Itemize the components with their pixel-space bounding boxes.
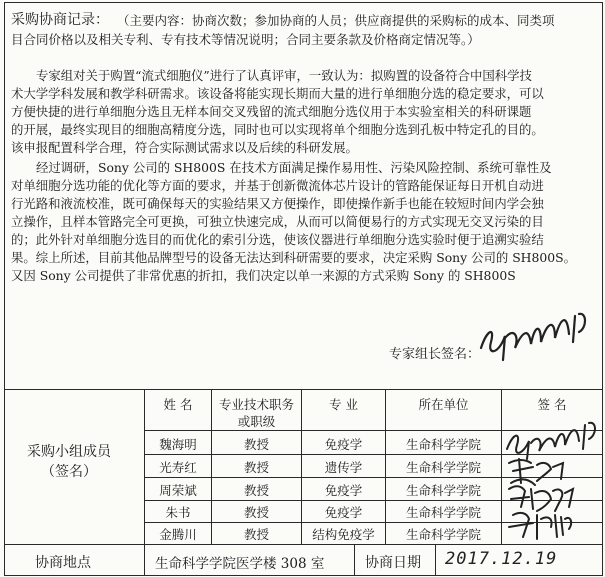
header-name: 姓 名 — [163, 397, 193, 412]
paragraph1-line: 的开展，最终实现目的细胞高精度分选，同时也可以实现将单个细胞分选到孔板中特定孔的目的。 — [11, 122, 544, 137]
paragraph1-line: 术大学学科发展和教学科研需求。该设备将能实现长期而大量的进行单细胞分选的稳定要求，可以 — [11, 86, 544, 101]
divider — [5, 544, 602, 545]
leader-signature-label: 专家组长签名： — [389, 347, 481, 362]
member-signatures-icon — [503, 419, 602, 543]
location-label: 协商地点 — [35, 555, 91, 571]
paragraph2-line: 的；此外针对单细胞分选目的而优化的索引分选，使该仪器进行单细胞分选实验时便于追溯实验结 — [11, 232, 544, 247]
paragraph1-line: 方便快捷的进行单细胞分选且无样本间交叉残留的流式细胞分选仪用于本实验室相关的科研课题 — [11, 104, 532, 119]
leader-signature-icon — [475, 308, 595, 368]
paragraph2-line: 果。综上所述，目前其他品牌型号的设备无法达到科研需要的要求，决定采购 Sony 公司的 SH800S。 — [11, 250, 577, 265]
header-title-line2: 或职级 — [237, 414, 276, 429]
paragraph2-line: 对单细胞分选功能的优化等方面的要求，并基于创新微流体芯片设计的管路能保证每日开机自动进 — [11, 178, 544, 193]
member-name: 光寿红 — [159, 460, 197, 475]
member-name: 周荣斌 — [159, 483, 197, 498]
record-note-line1: （主要内容：协商次数；参加协商的人员；供应商提供的采购标的成本、同类项 — [117, 13, 555, 28]
location-value: 生命科学学院医学楼 308 室 — [155, 556, 325, 572]
member-unit: 生命科学学院 — [405, 483, 481, 498]
member-name: 魏海明 — [159, 437, 197, 452]
date-value: 2017.12.19 — [445, 549, 558, 569]
member-unit: 生命科学学院 — [405, 437, 481, 452]
header-major: 专 业 — [329, 397, 358, 412]
member-title: 教授 — [243, 437, 269, 452]
member-major: 免疫学 — [324, 437, 363, 452]
paragraph2-line: 又因 Sony 公司提供了非常优惠的折扣，我们决定以单一来源的方式采购 Sony 的 SH800S — [11, 268, 516, 283]
record-label: 采购协商记录： — [11, 12, 109, 28]
member-major: 免疫学 — [324, 483, 363, 498]
group-label-line2: （签名） — [41, 464, 97, 480]
member-major: 免疫学 — [324, 505, 363, 520]
member-title: 教授 — [243, 527, 269, 542]
record-note-line2: 目合同价格以及相关专利、专有技术等情况说明；合同主要条款及价格商定情况等。） — [11, 32, 480, 47]
divider — [435, 544, 436, 575]
paragraph2-line: 行光路和液流校准，既可确保每天的实验结果又方便操作，即使操作新手也能在较短时间内学会独 — [11, 196, 544, 211]
member-unit: 生命科学学院 — [405, 460, 481, 475]
header-title-line1: 专业技术职务 — [218, 397, 294, 412]
paragraph2-line: 经过调研，Sony 公司的 SH800S 在技术方面满足操作易用性、污染风险控制、系统可靠性及 — [36, 160, 552, 175]
paragraph1-line: 专家组对关于购置“流式细胞仪”进行了认真评审，一致认为：拟购置的设备符合中国科学技 — [36, 68, 532, 83]
document-frame — [4, 2, 603, 576]
paragraph2-line: 立操作，且样本管路完全可更换，可独立快速完成，从而可以简便易行的方式实现无交叉污染的目 — [11, 214, 544, 229]
member-name: 朱书 — [165, 505, 191, 520]
member-major: 结构免疫学 — [312, 527, 375, 542]
date-label: 协商日期 — [365, 555, 421, 571]
member-title: 教授 — [243, 483, 269, 498]
member-unit: 生命科学学院 — [405, 527, 481, 542]
member-major: 遗传学 — [324, 460, 363, 475]
paragraph1-line: 该申报配置科学合理，符合实际测试需求以及后续的科研发展。 — [11, 140, 358, 155]
member-title: 教授 — [243, 460, 269, 475]
member-unit: 生命科学学院 — [405, 505, 481, 520]
group-label-line1: 采购小组成员 — [27, 444, 111, 460]
divider — [354, 544, 355, 575]
header-signature: 签 名 — [537, 397, 567, 412]
member-name: 金腾川 — [159, 527, 197, 542]
divider — [5, 389, 602, 390]
header-unit: 所在单位 — [418, 397, 469, 412]
member-title: 教授 — [243, 505, 269, 520]
